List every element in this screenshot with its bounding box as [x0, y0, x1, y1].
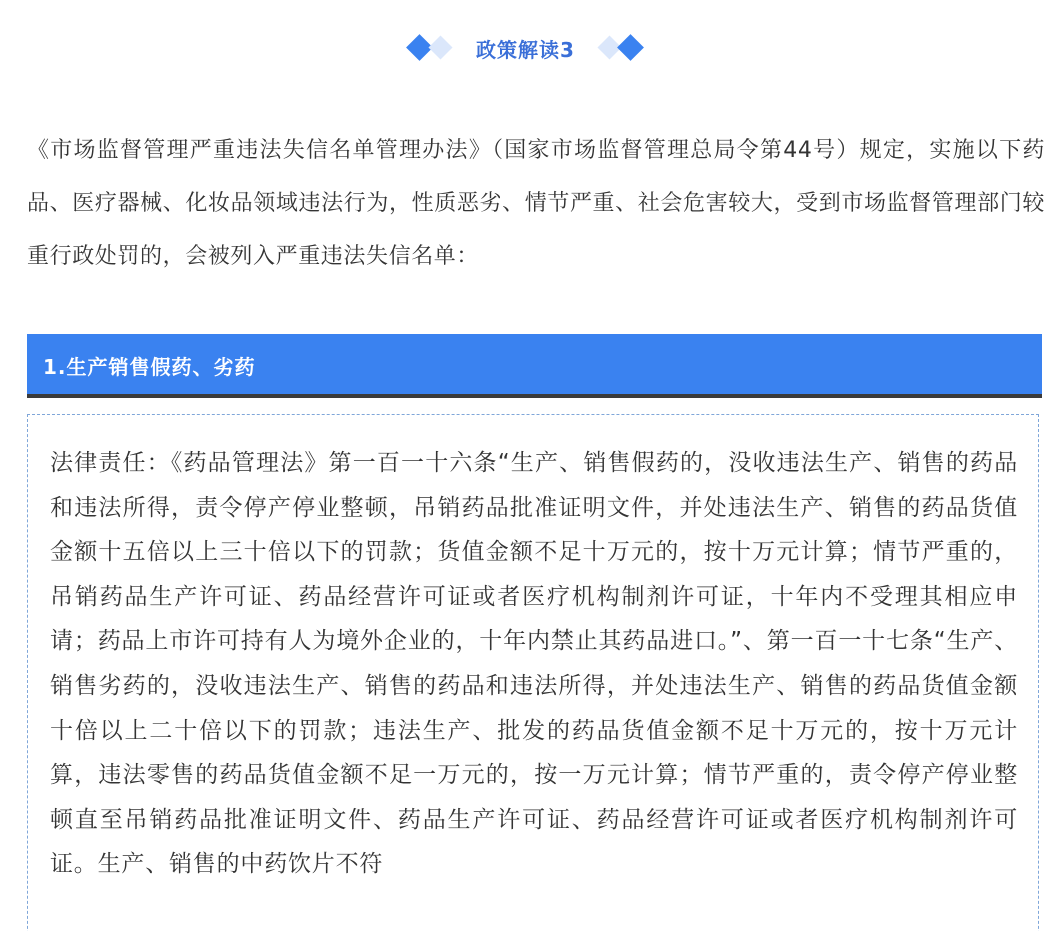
section-heading-bar [27, 334, 1042, 398]
section-heading: 1.生产销售假药、劣药 [43, 355, 256, 379]
diamond-icon [429, 35, 453, 59]
diamond-decoration-right [589, 28, 647, 68]
diamond-decoration-left [404, 28, 462, 68]
legal-liability-text: 法律责任：《药品管理法》第一百一十六条“生产、销售假药的，没收违法生产、销售的药品和违法所得，责令停产停业整顿，吊销药品批准证明文件，并处违法生产、销售的药品货值金额十五倍以上三十倍以下的罚款；货值金额不足十万元的，按十万元计算；情节严重的，吊销药品生产许可证、药品经营许可证或者医疗机构制剂许可证，十年内不受理其相应申请；药品上市许可持有人为境外企业的，十年内禁止其药品进口。”、第一百一十七条“生产、销售劣药的，没收违法生产、销售的药品和违法所得，并处违法生产、销售的药品货值金额十倍以上二十倍以下的罚款；违法生产、批发的药品货值金额不足十万元的，按十万元计算，违法零售的药品货值金额不足一万元的，按一万元计算；情节严重的，责令停产停业整顿直至吊销药品批准证明文件、药品生产许可证、药品经营许可证或者医疗机构制剂许可证。生产、销售的中药饮片不符 [50, 450, 1018, 878]
intro-paragraph: 《市场监督管理严重违法失信名单管理办法》（国家市场监督管理总局令第44号）规定，实施以下药品、医疗器械、化妆品领域违法行为，性质恶劣、情节严重、社会危害较大，受到市场监督管理部门较重行政处罚的，会被列入严重违法失信名单： [27, 138, 1045, 269]
diamond-icon [617, 34, 644, 61]
page-title: 政策解读3 [476, 37, 575, 62]
title-row [0, 28, 1051, 68]
legal-liability-box [27, 414, 1039, 931]
